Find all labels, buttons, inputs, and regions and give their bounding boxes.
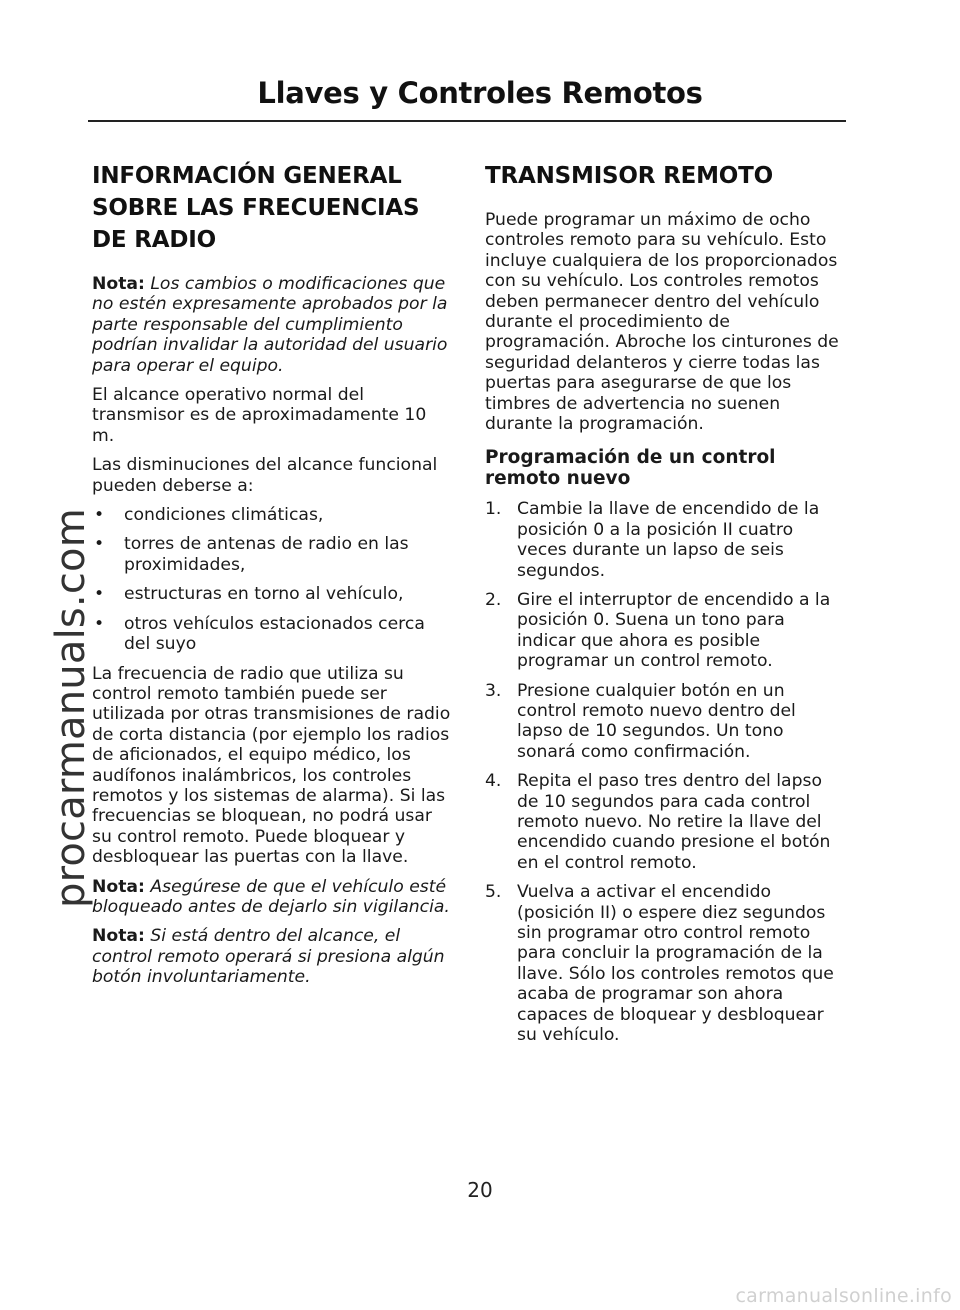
step-item [485,499,845,581]
step-number: 2. [485,589,502,610]
note-locked [92,877,452,918]
step-item [485,771,845,873]
step-number: 4. [485,771,502,792]
paragraph-range-reductions: Las disminuciones del alcance funcional pueden deberse a: [92,455,438,496]
list-item: • torres de antenas de radio en las proximidades, [92,534,452,575]
step-text: Gire el interruptor de encendido a la posición 0. Suena un tono para indicar que ahora es posible programar un control remoto. [517,589,831,672]
step-number: 5. [485,882,502,903]
note-text: Asegúrese de que el vehículo esté bloqueado antes de dejarlo sin vigilancia. [92,876,450,917]
step-number: 3. [485,680,502,701]
list-item: • condiciones climáticas, [92,505,452,525]
note-accidental-press [92,926,452,987]
section-heading-radio-frequencies: INFORMACIÓN GENERAL SOBRE LAS FRECUENCIAS DE RADIO [92,163,420,253]
header-divider [88,120,846,122]
step-number: 1. [485,499,502,520]
paragraph-remote-intro: Puede programar un máximo de ocho controles remoto para su vehículo. Esto incluye cualquiera de los proporcionados con su vehículo. Los controles remotos deben permanecer dentro del vehículo durante el procedimiento de programación. Abroche los cinturones de seguridad delanteros y cierre todas las puertas para asegurarse de que los timbres de advertencia no suenen durante la programación. [485,210,839,435]
list-item: • estructuras en torno al vehículo, [92,584,452,604]
note-label: Nota: [92,926,145,947]
range-reduction-list [92,505,452,654]
note-label: Nota: [92,876,145,897]
subheading-programming: Programación de un control remoto nuevo [485,447,776,489]
footer-watermark: carmanualsonline.info [735,1285,952,1307]
step-text: Presione cualquier botón en un control remoto nuevo dentro del lapso de 10 segundos. Un tono sonará como confirmación. [517,680,796,762]
step-item [485,882,845,1045]
note-text: Si está dentro del alcance, el control remoto operará si presiona algún botón involuntariamente. [92,926,445,988]
side-watermark: procarmanuals.com [48,508,94,908]
note-label: Nota: [92,274,145,294]
step-item [485,590,845,672]
left-column [92,160,452,997]
note-text: Los cambios o modificaciones que no estén expresamente aprobados por la parte responsable del cumplimiento podrían invalidar la autoridad del usuario para operar el equipo. [92,274,448,376]
step-item [485,681,845,763]
step-text: Vuelva a activar el encendido (posición II) o espere diez segundos sin programar otro control remoto para concluir la programación de la llave. Sólo los controles remotos que acaba de programar son ahora capaces de bloquear y desbloquear su vehículo. [517,882,834,1046]
list-item: • otros vehículos estacionados cerca del suyo [92,614,452,655]
paragraph-interference: La frecuencia de radio que utiliza su control remoto también puede ser utilizada por otras transmisiones de radio de corta distancia (por ejemplo los radios de aficionados, el equipo médico, los audífonos inalámbricos, los controles remotos y los sistemas de alarma). Si las frecuencias se bloquean, no podrá usar su control remoto. Puede bloquear y desbloquear las puertas con la llave. [92,663,451,868]
programming-steps [485,499,845,1045]
note-modifications [92,274,452,376]
page-number: 20 [467,1178,493,1202]
step-text: Repita el paso tres dentro del lapso de 10 segundos para cada control remoto nuevo. No retire la llave del encendido cuando presione el botón en el control remoto. [517,771,831,873]
section-heading-remote-transmitter: TRANSMISOR REMOTO [485,163,773,189]
page-header-title: Llaves y Controles Remotos [257,76,703,110]
step-text: Cambie la llave de encendido de la posición 0 a la posición II cuatro veces durante un lapso de seis segundos. [517,499,820,581]
right-column [485,160,845,1054]
paragraph-range: El alcance operativo normal del transmisor es de aproximadamente 10 m. [92,385,427,446]
